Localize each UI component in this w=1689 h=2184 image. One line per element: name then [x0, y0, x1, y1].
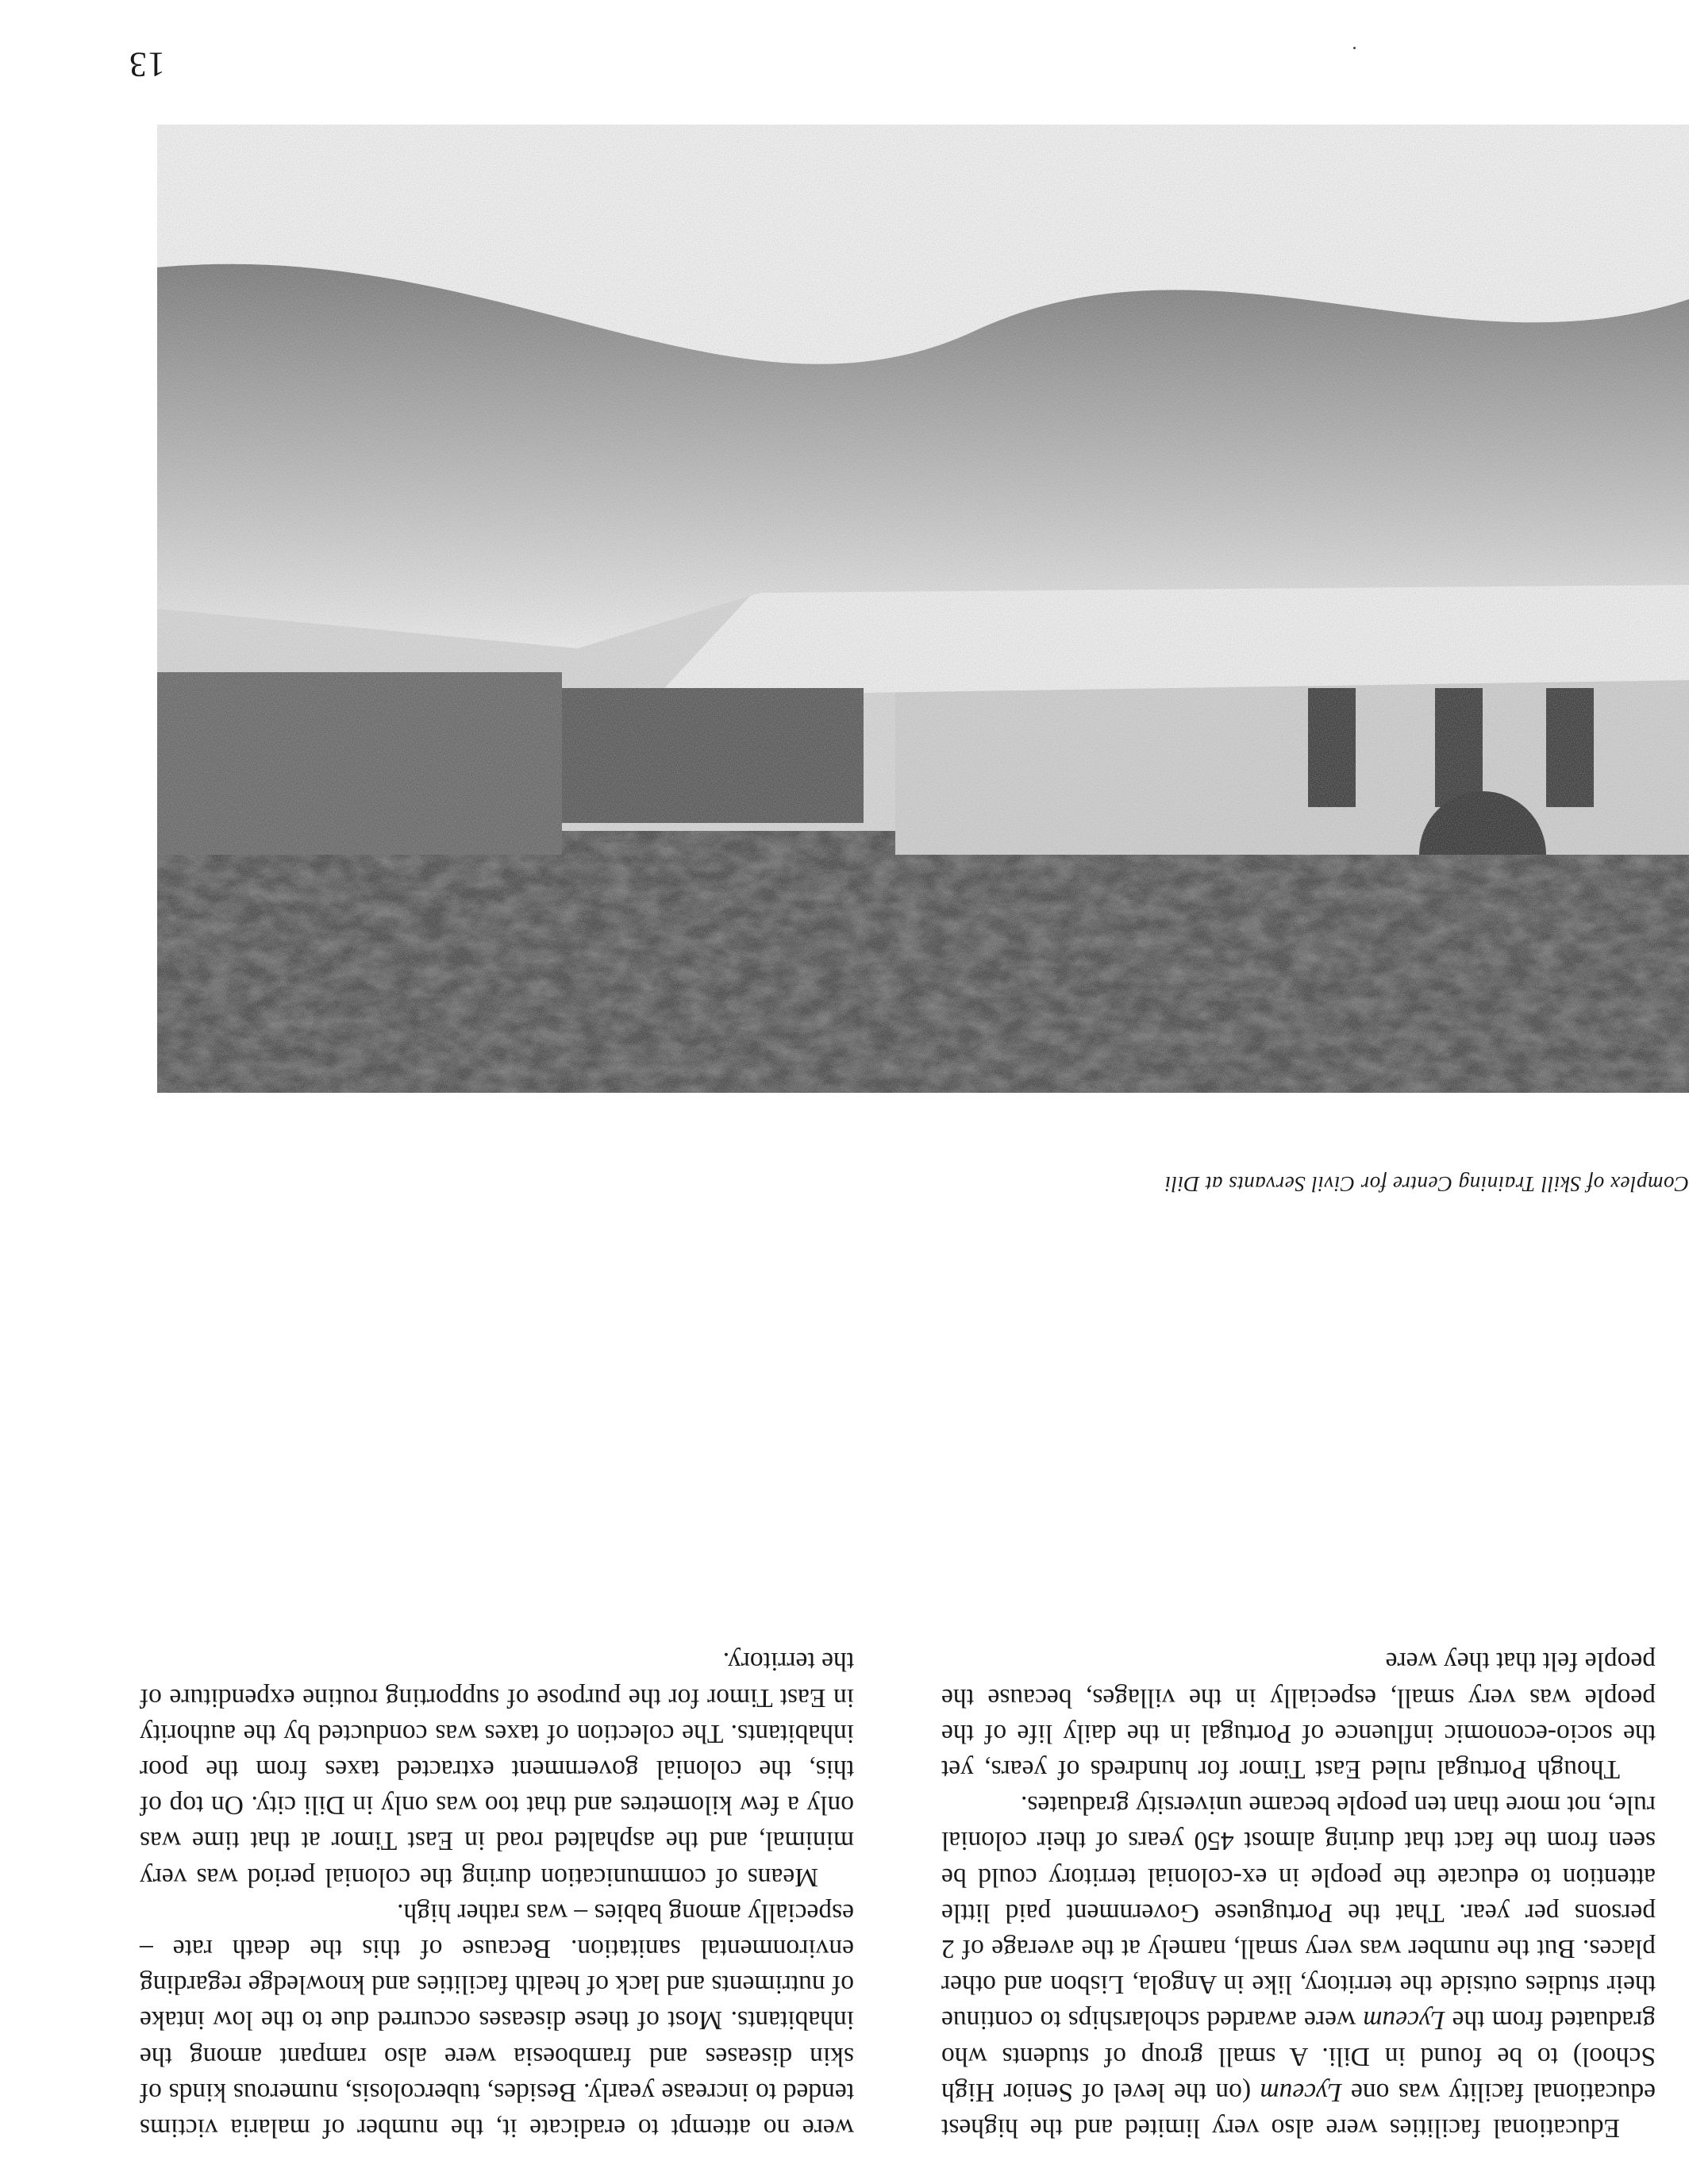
page-number: 13	[129, 45, 165, 84]
italic-term: Lyceum	[1363, 2005, 1445, 2036]
photo-caption: Complex of Skill Training Centre for Civil Servants at Dili	[1164, 1172, 1689, 1196]
body-paragraph: were no attempt to eradicate it, the number of malaria victims tended to increase yearly. Besides, tubercolosis, numerous kinds of skin diseases and framboesia were also rampant among the inhabitants. Most of these diseases occurred due to the low intake of nutriments and lack of health facilities and knowledge regarding environmental sanitation. Because of this the death rate – especially among babies – was rather high.	[140, 1898, 854, 2143]
italic-term: Lyceum	[1260, 2077, 1342, 2107]
right-column	[140, 1644, 854, 2146]
scan-speck	[1353, 47, 1356, 49]
left-column	[941, 1644, 1656, 2146]
building-photo	[157, 125, 1689, 1093]
body-paragraph: Though Portugal ruled East Timor for hundreds of years, yet the socio-economic influence of Portugal in the daily life of the people was very small, especially in the villages, because the people felt that they were	[941, 1647, 1656, 1784]
body-paragraph: Means of communication during the colonial period was very minimal, and the asphalted road in East Timor at that time was only a few kilometres and that too was only in Dili city. On top of this, the colonial government extracted taxes from the poor inhabitants. The colection of taxes was conducted by the authority in East Timor for the purpose of supporting routine expenditure of the territory.	[140, 1647, 854, 1892]
photo-image	[157, 125, 1689, 1093]
body-paragraph: Educational facilities were also very limited and the highest educational facility was one Lyceum (on the level of Senior High School) to be found in Dili. A small group of students who graduated from the Lyceum were awarded scholarships to continue their studies outside the territory, like in Angola, Lisbon and other places. But the number was very small, namely at the average of 2 persons per year. That the Portuguese Government paid little attention to educate the people in ex-colonial territory could be seen from the fact that during almost 450 years of their colonial rule, not more than ten people became university graduates.	[941, 1790, 1656, 2143]
